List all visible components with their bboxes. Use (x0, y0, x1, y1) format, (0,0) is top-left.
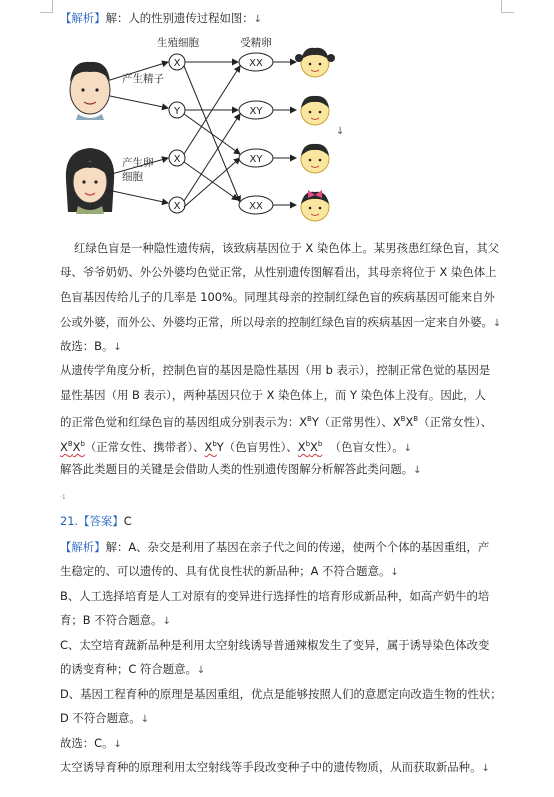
return-mark: ↓ (336, 126, 345, 137)
q21-line-8: D 不符合题意。↓ (60, 711, 150, 725)
q21-number: 21. (60, 514, 79, 528)
boy-face-icon (301, 96, 329, 125)
para2-line-2: 显性基因（用 B 表示），两种基因只位于 X 染色体上，而 Y 染色体上没有。因此，人 (60, 388, 486, 402)
male-gamete-label: 产生精子 (122, 73, 164, 85)
zygote-xx-1 (239, 53, 273, 71)
q21-line-10: 太空诱导育种的原理利用太空射线等手段改变种子中的遗传物质，从而获取新品种。↓ (60, 760, 490, 774)
q21-line-9: 故选：C。↓ (60, 736, 122, 750)
svg-text:XX: XX (249, 58, 263, 69)
genotype-carrier-female: $X^BX^b$ (60, 439, 85, 454)
zygote-xy-1 (239, 101, 273, 119)
svg-text:X: X (173, 154, 181, 165)
analysis-tag: 【解析】 (60, 11, 106, 25)
para1-line-2: 母、爷爷奶奶、外公外婆均色觉正常，从性别遗传图解看出，其母亲将位于 X 染色体上 (60, 265, 497, 279)
genotype-colorblind-male: $X^b$ (204, 439, 217, 454)
q21-line-3: B、人工选择培育是人工对原有的变异进行选择性的培育形成新品种，如高产奶牛的培 (60, 589, 490, 603)
para1-line-4: 公或外婆，而外公、外婆均正常，所以母亲的控制红绿色盲的疾病基因一定来自外婆。↓ (60, 315, 502, 329)
boy-face-icon (301, 144, 329, 173)
q21-answer-tag: 【答案】 (78, 514, 124, 528)
q21-answer-line (60, 513, 132, 529)
girl-face-icon (295, 48, 335, 77)
germ-cell-egg-x-2 (169, 197, 185, 213)
margin-corner-mark (40, 0, 53, 13)
girl-face-icon (301, 190, 329, 221)
zygote-xy-2 (239, 149, 273, 167)
mother-face-icon (66, 148, 114, 214)
genotype-normal-female: $X^BX^B$（正常女性）、 (392, 414, 493, 429)
paragraph-mark: ·1 (60, 494, 66, 501)
q21-line-4: 育；B 不符合题意。↓ (60, 613, 171, 627)
header-zygote: 受精卵 (240, 37, 272, 49)
female-gamete-label-line2: 细胞 (122, 171, 143, 183)
genotype-colorblind-female: $X^bX^b$ (297, 439, 323, 454)
svg-text:X: X (173, 201, 181, 212)
q21-line-6: 的诱变育种；C 符合题意。↓ (60, 662, 206, 676)
q21-line-5: C、太空培育蔬新品种是利用太空射线诱导普通辣椒发生了变异，属于诱导染色体改变 (60, 638, 490, 652)
para1-line-1: 红绿色盲是一种隐性遗传病，该致病基因位于 X 染色体上。某男孩患红绿色盲，其父 (74, 241, 500, 255)
genotype-normal-male: $X^BY$（正常男性）、 (299, 414, 393, 429)
para2-line-4: $X^BX^b$（正常女性、携带者）、$X^bY$（色盲男性）、$X^bX^b$ （色盲女性）。↓ (60, 439, 412, 454)
svg-text:XY: XY (249, 106, 263, 117)
q21-line-1: 【解析】解：A、杂交是利用了基因在亲子代之间的传递，使两个个体的基因重组，产 (60, 540, 490, 554)
germ-cell-sperm-x (169, 54, 185, 70)
father-face-icon (70, 62, 110, 120)
germ-cell-egg-x-1 (169, 150, 185, 166)
q21-analysis-tag: 【解析】 (60, 540, 106, 554)
germ-cell-sperm-y (169, 102, 185, 118)
svg-text:XX: XX (249, 201, 263, 212)
q21-line-2: 生稳定的、可以遗传的、具有优良性状的新品种；A 不符合题意。↓ (60, 564, 399, 578)
para2-line-3: 的正常色觉和红绿色盲的基因组成分别表示为：$X^BY$（正常男性）、$X^BX^B$（正常女性）、 (60, 414, 493, 429)
margin-corner-mark (501, 0, 514, 13)
svg-text:X: X (173, 58, 181, 69)
para1-line-3: 色盲基因传给儿子的几率是 100%。同理其母亲的控制红绿色盲的疾病基因可能来自外 (60, 290, 495, 304)
answer-choice-b: 故选：B。↓ (60, 339, 122, 353)
para2-line-1: 从遗传学角度分析，控制色盲的基因是隐性基因（用 b 表示），控制正常色觉的基因是 (60, 363, 491, 377)
intro-line (60, 10, 262, 28)
return-mark: ↓ (253, 14, 263, 25)
para3-line: 解答此类题目的关键是会借助人类的性别遗传图解分析解答此类问题。↓ (60, 462, 422, 476)
q21-answer: C (123, 514, 132, 528)
q21-line-7: D、基因工程育种的原理是基因重组，优点是能够按照人们的意愿定向改造生物的性状； (60, 687, 502, 701)
zygote-xx-2 (239, 196, 273, 214)
svg-text:XY: XY (249, 154, 263, 165)
svg-text:Y: Y (173, 106, 181, 117)
sex-inheritance-diagram (60, 30, 360, 225)
intro-text: 解：人的性别遗传过程如图： (105, 11, 254, 25)
female-gamete-label-line1: 产生卵 (122, 157, 154, 169)
header-germ-cells: 生殖细胞 (157, 37, 199, 49)
